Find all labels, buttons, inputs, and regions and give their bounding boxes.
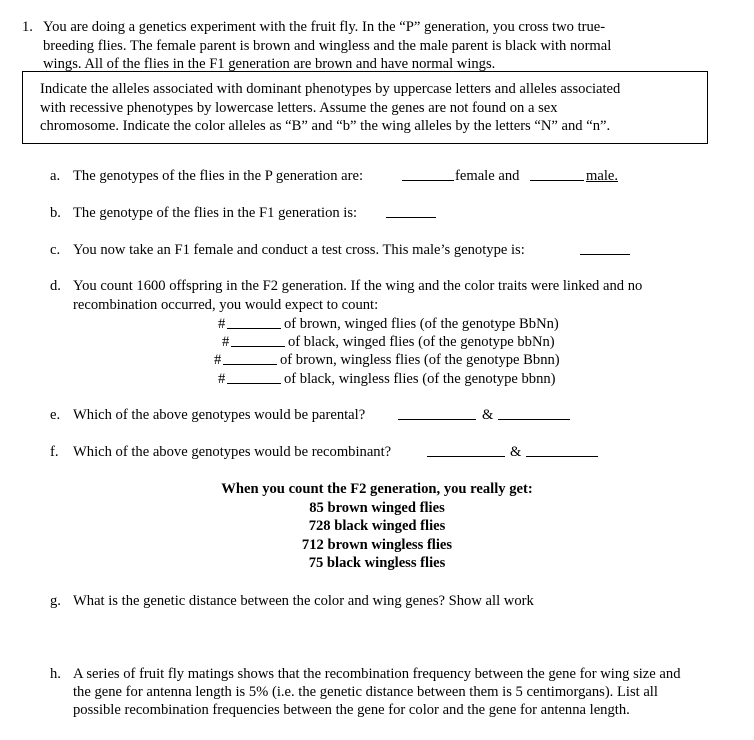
count-hash: # xyxy=(218,371,226,387)
item-h-line-1: A series of fruit fly matings shows that the recombination frequency between the gene for wing size and xyxy=(73,666,681,682)
intro-line-2: breeding flies. The female parent is brown and wingless and the male parent is black with normal xyxy=(43,38,612,54)
parental-blank-2[interactable] xyxy=(498,406,570,425)
question-number: 1. xyxy=(22,19,33,35)
recombinant-blank-1[interactable] xyxy=(427,443,505,462)
expected-row-1: of brown, winged flies (of the genotype BbNn) xyxy=(284,316,559,332)
item-h-label: h. xyxy=(50,666,61,682)
result-line-2: 728 black winged flies xyxy=(308,518,446,534)
instruction-line-1: Indicate the alleles associated with dominant phenotypes by uppercase letters and alleles associated xyxy=(40,81,621,97)
count-blank[interactable] xyxy=(227,315,281,334)
item-e-text: Which of the above genotypes would be parental? xyxy=(73,407,366,423)
item-d-line-2: recombination occurred, you would expect to count: xyxy=(73,297,379,313)
item-d-label: d. xyxy=(50,278,61,294)
item-e-amp: & xyxy=(482,407,494,423)
f1-genotype-blank[interactable] xyxy=(386,204,436,223)
count-blank[interactable] xyxy=(227,370,281,389)
female-genotype-blank[interactable] xyxy=(402,167,454,186)
instruction-line-2: with recessive phenotypes by lowercase letters. Assume the genes are not found on a sex xyxy=(40,100,558,116)
item-f-text: Which of the above genotypes would be recombinant? xyxy=(73,444,392,460)
item-e-label: e. xyxy=(50,407,61,423)
recombinant-blank-2[interactable] xyxy=(526,443,598,462)
item-a-female: female and xyxy=(455,168,520,184)
instruction-line-3: chromosome. Indicate the color alleles as “B” and “b” the wing alleles by the letters “N” and “n”. xyxy=(40,118,611,134)
count-blank[interactable] xyxy=(223,351,277,370)
count-hash: # xyxy=(214,352,222,368)
male-testcross-blank[interactable] xyxy=(580,241,630,260)
intro-line-1: You are doing a genetics experiment with the fruit fly. In the “P” generation, you cross two true- xyxy=(43,19,606,35)
item-a-male: male. xyxy=(586,168,619,184)
count-blank[interactable] xyxy=(231,333,285,352)
item-h-line-2: the gene for antenna length is 5% (i.e. the genetic distance between them is 5 centimorgans). List all xyxy=(73,684,658,700)
count-hash: # xyxy=(222,334,230,350)
item-f-label: f. xyxy=(50,444,59,460)
item-b-label: b. xyxy=(50,205,61,221)
results-heading: When you count the F2 generation, you really get: xyxy=(221,481,533,497)
expected-row-2: of black, winged flies (of the genotype bbNn) xyxy=(288,334,555,350)
male-genotype-blank[interactable] xyxy=(530,167,584,186)
item-h-line-3: possible recombination frequencies between the gene for color and the gene for antenna length. xyxy=(73,702,630,718)
result-line-4: 75 black wingless flies xyxy=(308,555,446,571)
parental-blank-1[interactable] xyxy=(398,406,476,425)
item-a-label: a. xyxy=(50,168,61,184)
item-a-text: The genotypes of the flies in the P generation are: xyxy=(73,168,364,184)
item-f-amp: & xyxy=(510,444,522,460)
expected-row-3: of brown, wingless flies (of the genotype Bbnn) xyxy=(280,352,560,368)
result-line-3: 712 brown wingless flies xyxy=(301,537,453,553)
item-g-text: What is the genetic distance between the color and wing genes? Show all work xyxy=(73,593,534,609)
intro-line-3: wings. All of the flies in the F1 generation are brown and have normal wings. xyxy=(43,56,496,72)
item-c-text: You now take an F1 female and conduct a test cross. This male’s genotype is: xyxy=(73,242,525,258)
item-g-label: g. xyxy=(50,593,61,609)
result-line-1: 85 brown winged flies xyxy=(309,500,445,516)
item-b-text: The genotype of the flies in the F1 generation is: xyxy=(73,205,358,221)
item-d-line-1: You count 1600 offspring in the F2 generation. If the wing and the color traits were linked and no xyxy=(73,278,643,294)
count-hash: # xyxy=(218,316,226,332)
expected-row-4: of black, wingless flies (of the genotype bbnn) xyxy=(284,371,556,387)
item-c-label: c. xyxy=(50,242,61,258)
